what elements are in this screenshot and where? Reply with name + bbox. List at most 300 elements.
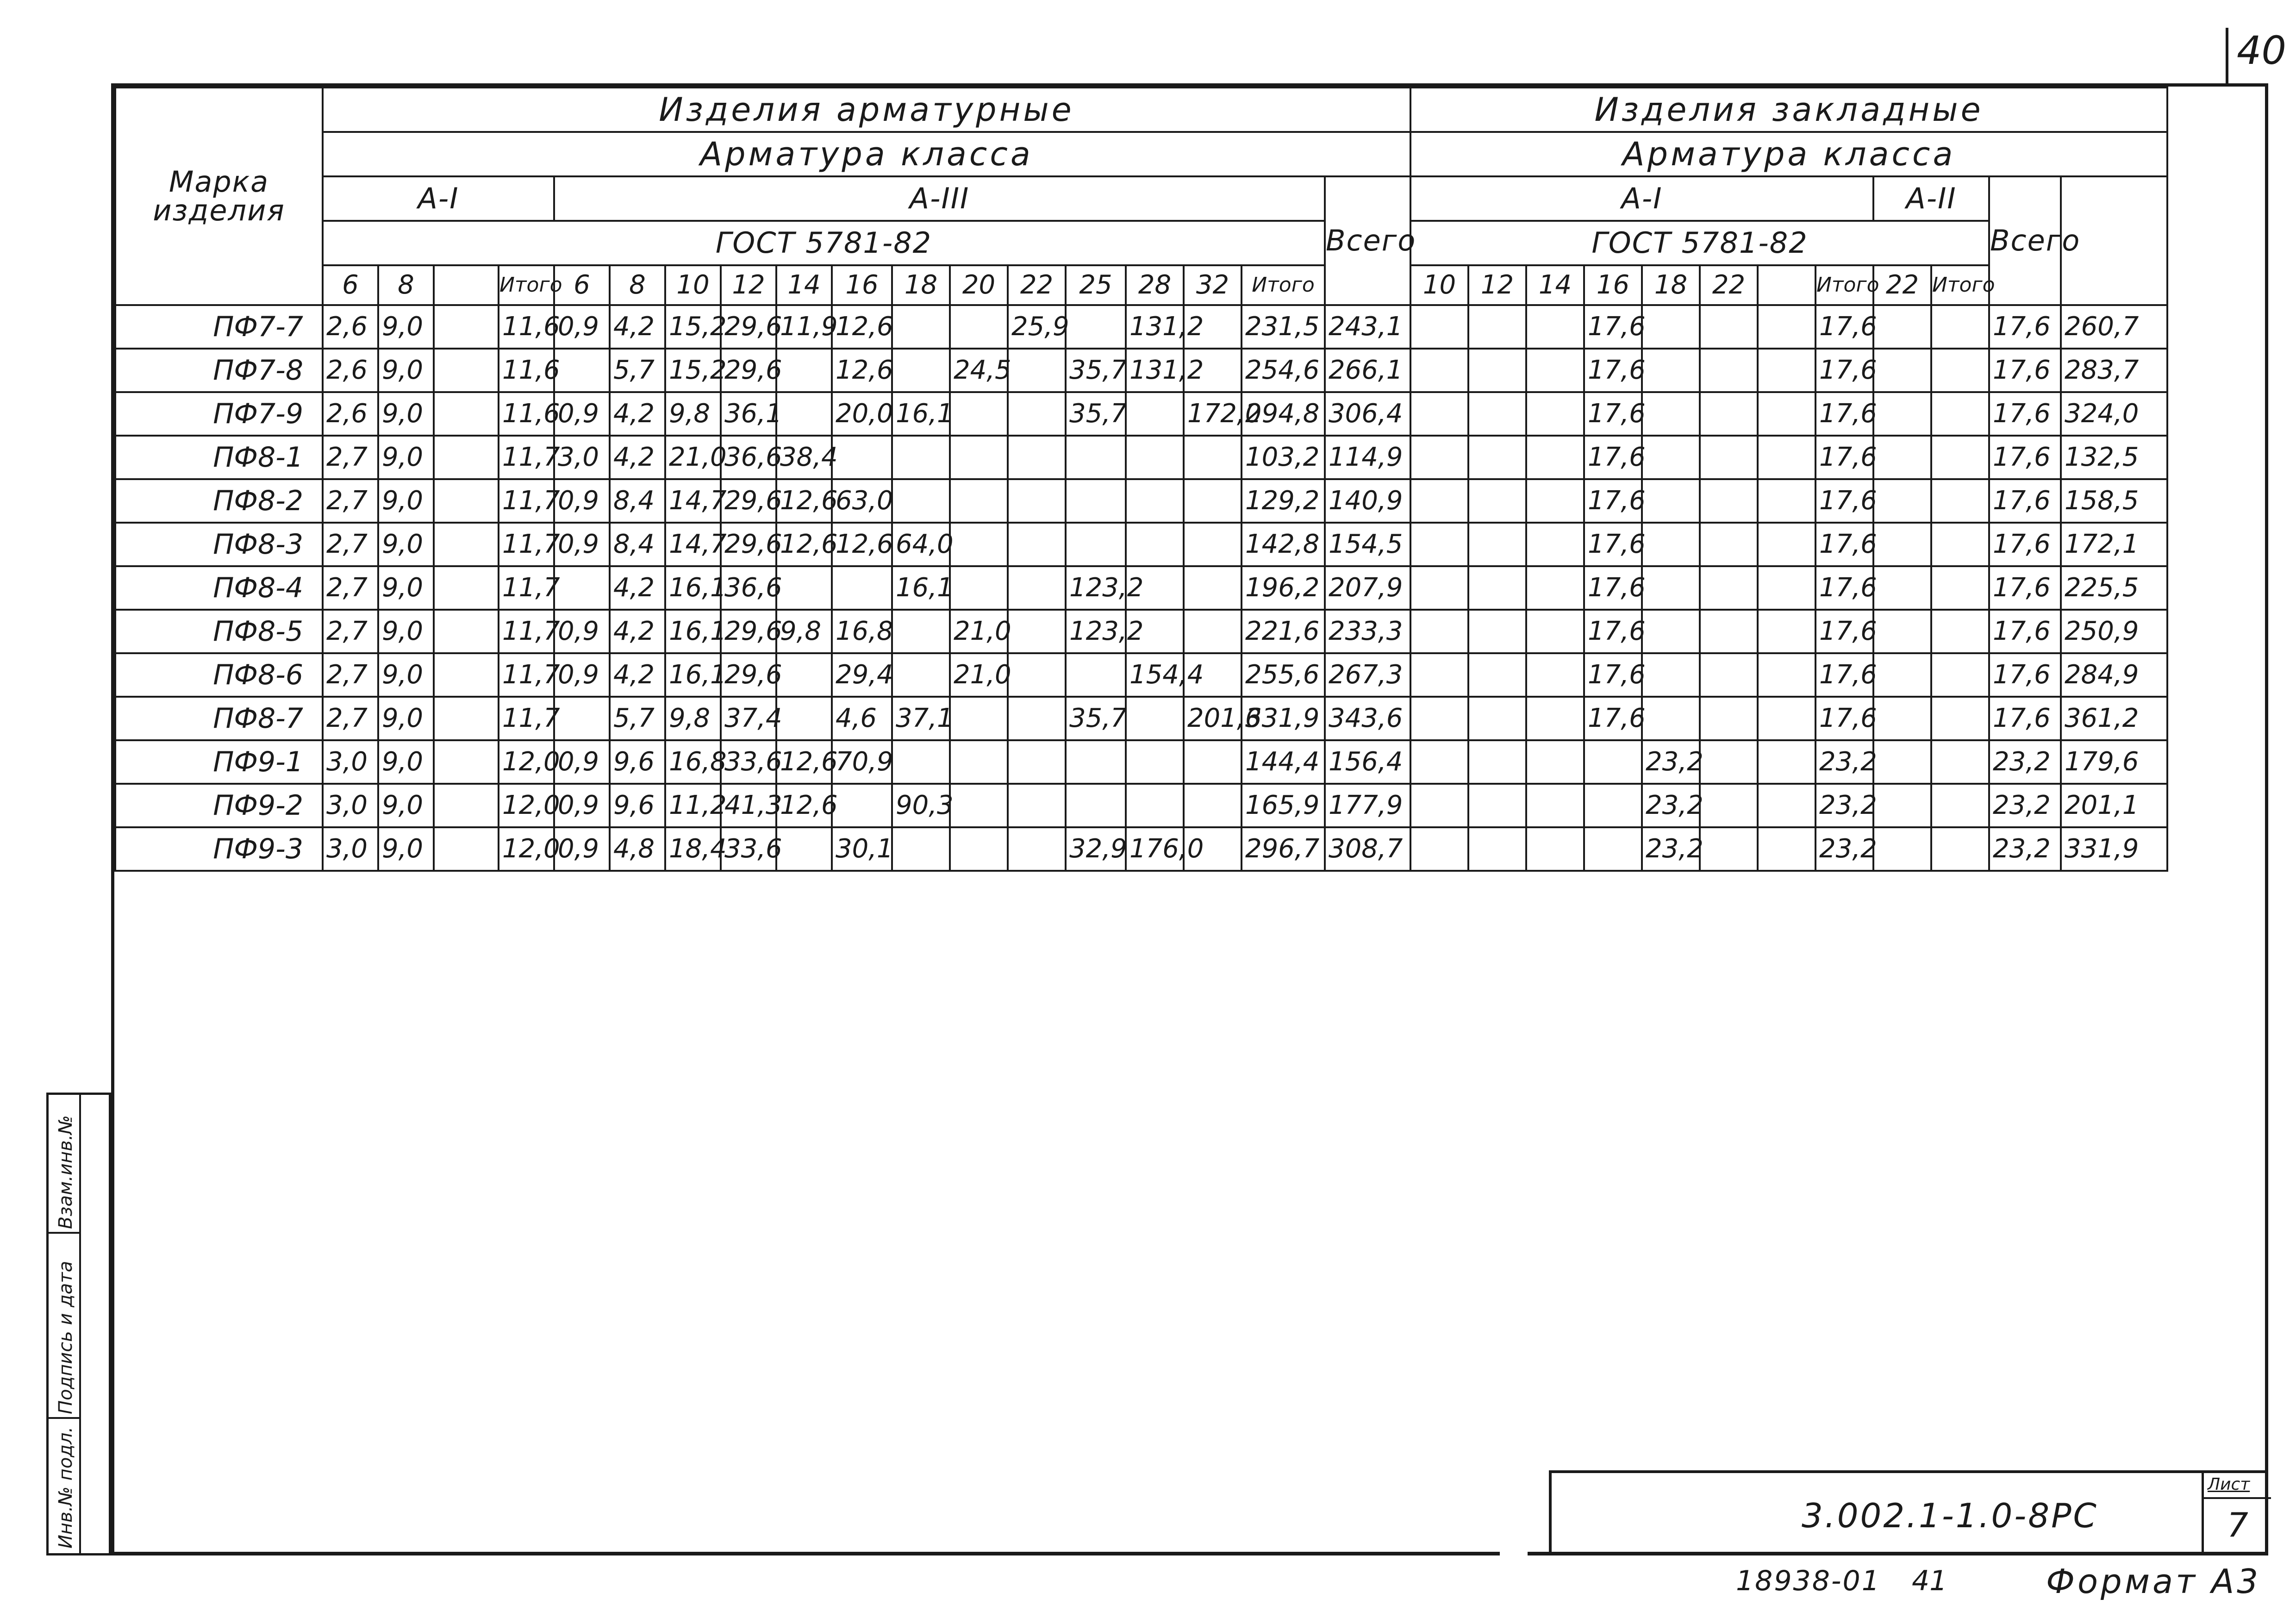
table-cell: 29,6 [721, 610, 776, 653]
table-cell [1758, 566, 1816, 610]
table-cell: 0,9 [554, 740, 610, 784]
table-cell [1931, 653, 1989, 697]
table-cell: 0,9 [554, 827, 610, 871]
table-row [115, 697, 2167, 740]
table-cell [1126, 479, 1184, 523]
table-cell [1642, 610, 1700, 653]
a3-diameter-20: 20 [950, 265, 1008, 305]
table-cell [1758, 697, 1816, 740]
table-cell [1008, 523, 1066, 566]
sheet-label: Лист [2208, 1475, 2250, 1494]
table-cell: 9,0 [378, 305, 434, 349]
table-cell [1468, 523, 1526, 566]
table-cell [1126, 697, 1184, 740]
table-cell [434, 305, 499, 349]
table-cell: 9,8 [776, 610, 832, 653]
table-cell: 4,2 [610, 653, 665, 697]
table-cell [832, 566, 892, 610]
table-cell [434, 523, 499, 566]
table-cell: 9,0 [378, 610, 434, 653]
table-cell [1873, 610, 1931, 653]
table-cell [1700, 523, 1758, 566]
table-cell [1584, 784, 1642, 827]
table-cell [1642, 653, 1700, 697]
emb-a2-diameter-22: 22 [1873, 265, 1931, 305]
table-row [115, 349, 2167, 392]
table-cell [1126, 392, 1184, 436]
table-cell [1526, 784, 1584, 827]
table-cell: 12,6 [832, 523, 892, 566]
table-cell: 63,0 [832, 479, 892, 523]
table-cell: 114,9 [1325, 436, 1410, 479]
table-cell: 11,9 [776, 305, 832, 349]
table-cell [1468, 392, 1526, 436]
table-cell: 16,8 [665, 740, 721, 784]
row-mark: ПФ8-2 [115, 479, 323, 523]
table-cell: 0,9 [554, 784, 610, 827]
table-cell: 4,2 [610, 392, 665, 436]
table-cell: 17,6 [1584, 653, 1642, 697]
table-cell [1410, 697, 1468, 740]
table-cell: 0,9 [554, 610, 610, 653]
table-cell [892, 653, 950, 697]
table-cell: 17,6 [1816, 349, 1873, 392]
table-cell: 201,1 [2061, 784, 2167, 827]
table-cell [1008, 653, 1066, 697]
table-cell [892, 827, 950, 871]
table-cell: 23,2 [1642, 827, 1700, 871]
table-cell: 267,3 [1325, 653, 1410, 697]
table-cell [950, 784, 1008, 827]
table-row [115, 566, 2167, 610]
table-cell [1873, 479, 1931, 523]
table-cell [1700, 349, 1758, 392]
table-cell [950, 305, 1008, 349]
table-cell [1758, 740, 1816, 784]
table-cell [1700, 610, 1758, 653]
row-mark: ПФ9-2 [115, 784, 323, 827]
table-cell [1126, 740, 1184, 784]
table-cell: 32,9 [1066, 827, 1126, 871]
table-cell [1700, 827, 1758, 871]
table-cell [1758, 827, 1816, 871]
table-cell [1008, 740, 1066, 784]
embedded-products-header: Изделия закладные [1410, 87, 2167, 132]
table-cell: 12,6 [776, 479, 832, 523]
table-cell: 29,6 [721, 349, 776, 392]
table-cell: 3,0 [323, 827, 378, 871]
table-cell: 4,2 [610, 305, 665, 349]
row-mark: ПФ8-7 [115, 697, 323, 740]
table-cell [1931, 436, 1989, 479]
table-cell [950, 740, 1008, 784]
table-cell: 9,0 [378, 740, 434, 784]
table-cell: 154,5 [1325, 523, 1410, 566]
table-cell: 177,9 [1325, 784, 1410, 827]
table-cell: 131,2 [1126, 305, 1184, 349]
table-cell [1008, 697, 1066, 740]
table-cell: 8,4 [610, 523, 665, 566]
table-cell: 2,7 [323, 566, 378, 610]
table-cell: 17,6 [1989, 610, 2061, 653]
table-cell: 231,5 [1242, 305, 1325, 349]
table-cell: 260,7 [2061, 305, 2167, 349]
table-cell: 16,1 [892, 392, 950, 436]
sheet-box-divider [2204, 1497, 2271, 1499]
material-specification-table [114, 87, 2168, 872]
table-cell: 172,0 [1184, 392, 1242, 436]
table-cell: 70,9 [832, 740, 892, 784]
table-cell [434, 349, 499, 392]
table-cell: 266,1 [1325, 349, 1410, 392]
table-cell [434, 784, 499, 827]
table-cell [1410, 479, 1468, 523]
table-cell [1526, 305, 1584, 349]
table-cell: 284,9 [2061, 653, 2167, 697]
a3-diameter-12: 12 [721, 265, 776, 305]
table-cell [1526, 697, 1584, 740]
table-cell: 33,6 [721, 740, 776, 784]
table-cell: 9,0 [378, 697, 434, 740]
table-cell [1066, 436, 1126, 479]
table-cell [1184, 784, 1242, 827]
table-cell: 2,7 [323, 610, 378, 653]
stamp-label-inv: Инв.№ подл. [55, 1426, 76, 1549]
gost-header: ГОСТ 5781-82 [323, 221, 1325, 265]
table-cell: 17,6 [1584, 566, 1642, 610]
table-cell: 331,9 [1242, 697, 1325, 740]
table-cell: 12,6 [776, 523, 832, 566]
table-cell: 23,2 [1989, 827, 2061, 871]
table-cell: 196,2 [1242, 566, 1325, 610]
table-cell [1931, 610, 1989, 653]
table-cell: 17,6 [1584, 697, 1642, 740]
table-cell [1184, 523, 1242, 566]
a3-diameter-14: 14 [776, 265, 832, 305]
table-cell [776, 653, 832, 697]
table-cell [1873, 697, 1931, 740]
table-cell: 11,7 [499, 523, 554, 566]
table-cell: 207,9 [1325, 566, 1410, 610]
total-armature-header: Всего [1325, 176, 1410, 305]
table-cell [832, 784, 892, 827]
table-cell [554, 349, 610, 392]
sheet-box [2202, 1473, 2271, 1555]
table-cell: 9,8 [665, 697, 721, 740]
table-cell: 38,4 [776, 436, 832, 479]
table-cell [1758, 349, 1816, 392]
table-cell: 294,8 [1242, 392, 1325, 436]
table-cell [1873, 392, 1931, 436]
table-row [115, 653, 2167, 697]
table-cell: 21,0 [950, 610, 1008, 653]
table-cell [950, 479, 1008, 523]
table-cell: 16,1 [892, 566, 950, 610]
table-cell [1184, 566, 1242, 610]
sheet-number: 40 [2226, 28, 2296, 83]
table-cell [1873, 436, 1931, 479]
table-cell: 12,0 [499, 784, 554, 827]
table-cell [434, 392, 499, 436]
table-cell [950, 566, 1008, 610]
table-cell [892, 436, 950, 479]
table-cell [1526, 523, 1584, 566]
table-cell: 29,6 [721, 305, 776, 349]
table-cell [1126, 784, 1184, 827]
table-cell: 250,9 [2061, 610, 2167, 653]
armature-class-header: Арматура класса [323, 132, 1410, 176]
row-mark: ПФ8-1 [115, 436, 323, 479]
table-cell [1758, 305, 1816, 349]
table-cell [1468, 827, 1526, 871]
stamp-cell-sign [49, 1234, 81, 1419]
table-cell: 9,0 [378, 479, 434, 523]
table-cell: 2,7 [323, 479, 378, 523]
table-cell: 0,9 [554, 479, 610, 523]
table-cell [554, 697, 610, 740]
a1-subtotal-header: Итого [499, 265, 554, 305]
table-cell [1410, 523, 1468, 566]
table-cell [554, 566, 610, 610]
table-cell [1008, 784, 1066, 827]
table-cell: 21,0 [950, 653, 1008, 697]
table-cell: 0,9 [554, 392, 610, 436]
table-cell [1410, 349, 1468, 392]
table-cell [1931, 697, 1989, 740]
a3-subtotal-header: Итого [1242, 265, 1325, 305]
stamp-label-replace: Взам.инв.№ [55, 1115, 76, 1229]
emb-a1-diameter-12: 12 [1468, 265, 1526, 305]
table-cell: 156,4 [1325, 740, 1410, 784]
table-cell [1873, 523, 1931, 566]
a1-diameter-8: 8 [378, 265, 434, 305]
footer-copy-number: 41 [1912, 1565, 1947, 1597]
table-row [115, 392, 2167, 436]
table-cell: 11,7 [499, 436, 554, 479]
table-cell: 11,7 [499, 653, 554, 697]
table-cell: 154,4 [1126, 653, 1184, 697]
table-cell [950, 392, 1008, 436]
table-cell: 225,5 [2061, 566, 2167, 610]
table-cell: 176,0 [1126, 827, 1184, 871]
table-cell [892, 349, 950, 392]
table-cell [1931, 305, 1989, 349]
table-cell: 2,7 [323, 653, 378, 697]
a3-diameter-10: 10 [665, 265, 721, 305]
table-cell: 9,0 [378, 436, 434, 479]
table-cell [950, 523, 1008, 566]
table-cell: 308,7 [1325, 827, 1410, 871]
stamp-cell-replace [49, 1095, 81, 1234]
a3-diameter-22: 22 [1008, 265, 1066, 305]
table-cell: 9,0 [378, 392, 434, 436]
row-mark: ПФ7-8 [115, 349, 323, 392]
table-cell [1931, 566, 1989, 610]
table-cell: 17,6 [1584, 392, 1642, 436]
table-cell [1642, 479, 1700, 523]
table-cell: 9,0 [378, 349, 434, 392]
table-cell: 11,6 [499, 349, 554, 392]
table-cell: 11,7 [499, 479, 554, 523]
table-cell [434, 566, 499, 610]
table-cell: 12,6 [776, 740, 832, 784]
table-cell [1526, 479, 1584, 523]
table-cell [1873, 305, 1931, 349]
row-mark: ПФ9-1 [115, 740, 323, 784]
table-cell: 2,6 [323, 349, 378, 392]
table-cell: 29,6 [721, 653, 776, 697]
a3-diameter-8: 8 [610, 265, 665, 305]
table-cell [1700, 392, 1758, 436]
table-cell [1642, 566, 1700, 610]
table-cell: 90,3 [892, 784, 950, 827]
a3-diameter-16: 16 [832, 265, 892, 305]
class-a3-header: А-III [554, 176, 1325, 221]
table-cell: 16,8 [832, 610, 892, 653]
table-cell: 17,6 [1816, 436, 1873, 479]
table-cell: 16,1 [665, 653, 721, 697]
table-row [115, 740, 2167, 784]
table-cell: 33,6 [721, 827, 776, 871]
table-cell: 283,7 [2061, 349, 2167, 392]
table-cell: 11,6 [499, 305, 554, 349]
table-cell: 17,6 [1816, 566, 1873, 610]
table-cell: 36,6 [721, 566, 776, 610]
table-cell: 17,6 [1816, 610, 1873, 653]
table-cell [1184, 740, 1242, 784]
table-cell [1642, 349, 1700, 392]
table-cell: 16,1 [665, 610, 721, 653]
table-cell [1468, 740, 1526, 784]
table-cell [1526, 392, 1584, 436]
table-cell: 17,6 [1989, 566, 2061, 610]
table-cell: 2,6 [323, 392, 378, 436]
table-cell: 3,0 [323, 740, 378, 784]
table-cell [1526, 349, 1584, 392]
table-cell: 17,6 [1816, 305, 1873, 349]
table-cell: 17,6 [1989, 305, 2061, 349]
table-cell [434, 479, 499, 523]
emb-a1-diameter-22: 22 [1700, 265, 1758, 305]
table-cell: 17,6 [1584, 349, 1642, 392]
table-cell: 17,6 [1584, 479, 1642, 523]
emb-a1-diameter-16: 16 [1584, 265, 1642, 305]
table-cell: 17,6 [1989, 349, 2061, 392]
table-cell: 221,6 [1242, 610, 1325, 653]
table-cell [832, 436, 892, 479]
table-cell [1700, 653, 1758, 697]
table-cell [1700, 566, 1758, 610]
table-cell: 35,7 [1066, 697, 1126, 740]
table-cell [434, 436, 499, 479]
table-cell [1410, 827, 1468, 871]
emb-a1-subtotal-header: Итого [1816, 265, 1873, 305]
table-cell [776, 392, 832, 436]
table-cell [1066, 653, 1126, 697]
table-cell [1468, 697, 1526, 740]
table-cell [1526, 610, 1584, 653]
table-cell: 17,6 [1989, 392, 2061, 436]
table-cell [1873, 784, 1931, 827]
table-cell [1873, 827, 1931, 871]
table-cell: 17,6 [1816, 479, 1873, 523]
table-cell: 131,2 [1126, 349, 1184, 392]
table-cell: 9,0 [378, 523, 434, 566]
table-cell: 2,7 [323, 436, 378, 479]
table-cell: 37,1 [892, 697, 950, 740]
table-cell: 11,2 [665, 784, 721, 827]
table-cell: 331,9 [2061, 827, 2167, 871]
table-cell: 243,1 [1325, 305, 1410, 349]
table-cell [1700, 740, 1758, 784]
table-cell: 35,7 [1066, 392, 1126, 436]
table-cell [1758, 392, 1816, 436]
table-cell: 144,4 [1242, 740, 1325, 784]
table-cell: 140,9 [1325, 479, 1410, 523]
table-cell: 23,2 [1816, 784, 1873, 827]
row-mark: ПФ8-4 [115, 566, 323, 610]
footer-format: Формат А3 [2046, 1562, 2261, 1601]
table-cell [776, 827, 832, 871]
table-cell [1873, 740, 1931, 784]
a3-diameter-6: 6 [554, 265, 610, 305]
table-cell [1184, 610, 1242, 653]
table-cell [1410, 610, 1468, 653]
table-cell: 4,2 [610, 566, 665, 610]
table-cell: 17,6 [1584, 305, 1642, 349]
table-cell: 23,2 [1642, 740, 1700, 784]
table-cell [1008, 566, 1066, 610]
table-cell: 9,6 [610, 740, 665, 784]
table-cell: 2,7 [323, 523, 378, 566]
table-cell: 17,6 [1989, 523, 2061, 566]
table-cell: 23,2 [1642, 784, 1700, 827]
table-cell: 9,6 [610, 784, 665, 827]
table-cell [1008, 610, 1066, 653]
table-cell: 9,0 [378, 653, 434, 697]
table-cell [1468, 349, 1526, 392]
table-cell [1410, 566, 1468, 610]
table-cell [1642, 436, 1700, 479]
embedded-class-a1-header: А-I [1410, 176, 1873, 221]
table-cell: 17,6 [1816, 392, 1873, 436]
table-cell [1526, 566, 1584, 610]
table-cell [1931, 827, 1989, 871]
table-cell: 24,5 [950, 349, 1008, 392]
table-cell [1758, 784, 1816, 827]
table-cell [1931, 740, 1989, 784]
emb-a1-diameter-18: 18 [1642, 265, 1700, 305]
table-cell: 361,2 [2061, 697, 2167, 740]
table-cell [1700, 436, 1758, 479]
table-cell: 123,2 [1066, 566, 1126, 610]
table-row [115, 610, 2167, 653]
table-cell [1410, 436, 1468, 479]
table-cell: 296,7 [1242, 827, 1325, 871]
row-mark: ПФ8-6 [115, 653, 323, 697]
table-cell: 201,6 [1184, 697, 1242, 740]
table-cell [1873, 349, 1931, 392]
table-cell [892, 479, 950, 523]
table-cell [1468, 566, 1526, 610]
table-cell: 12,0 [499, 740, 554, 784]
table-cell [1873, 566, 1931, 610]
table-cell [1873, 653, 1931, 697]
armature-products-header: Изделия арматурные [323, 87, 1410, 132]
table-row [115, 827, 2167, 871]
table-cell: 172,1 [2061, 523, 2167, 566]
table-cell [1758, 610, 1816, 653]
